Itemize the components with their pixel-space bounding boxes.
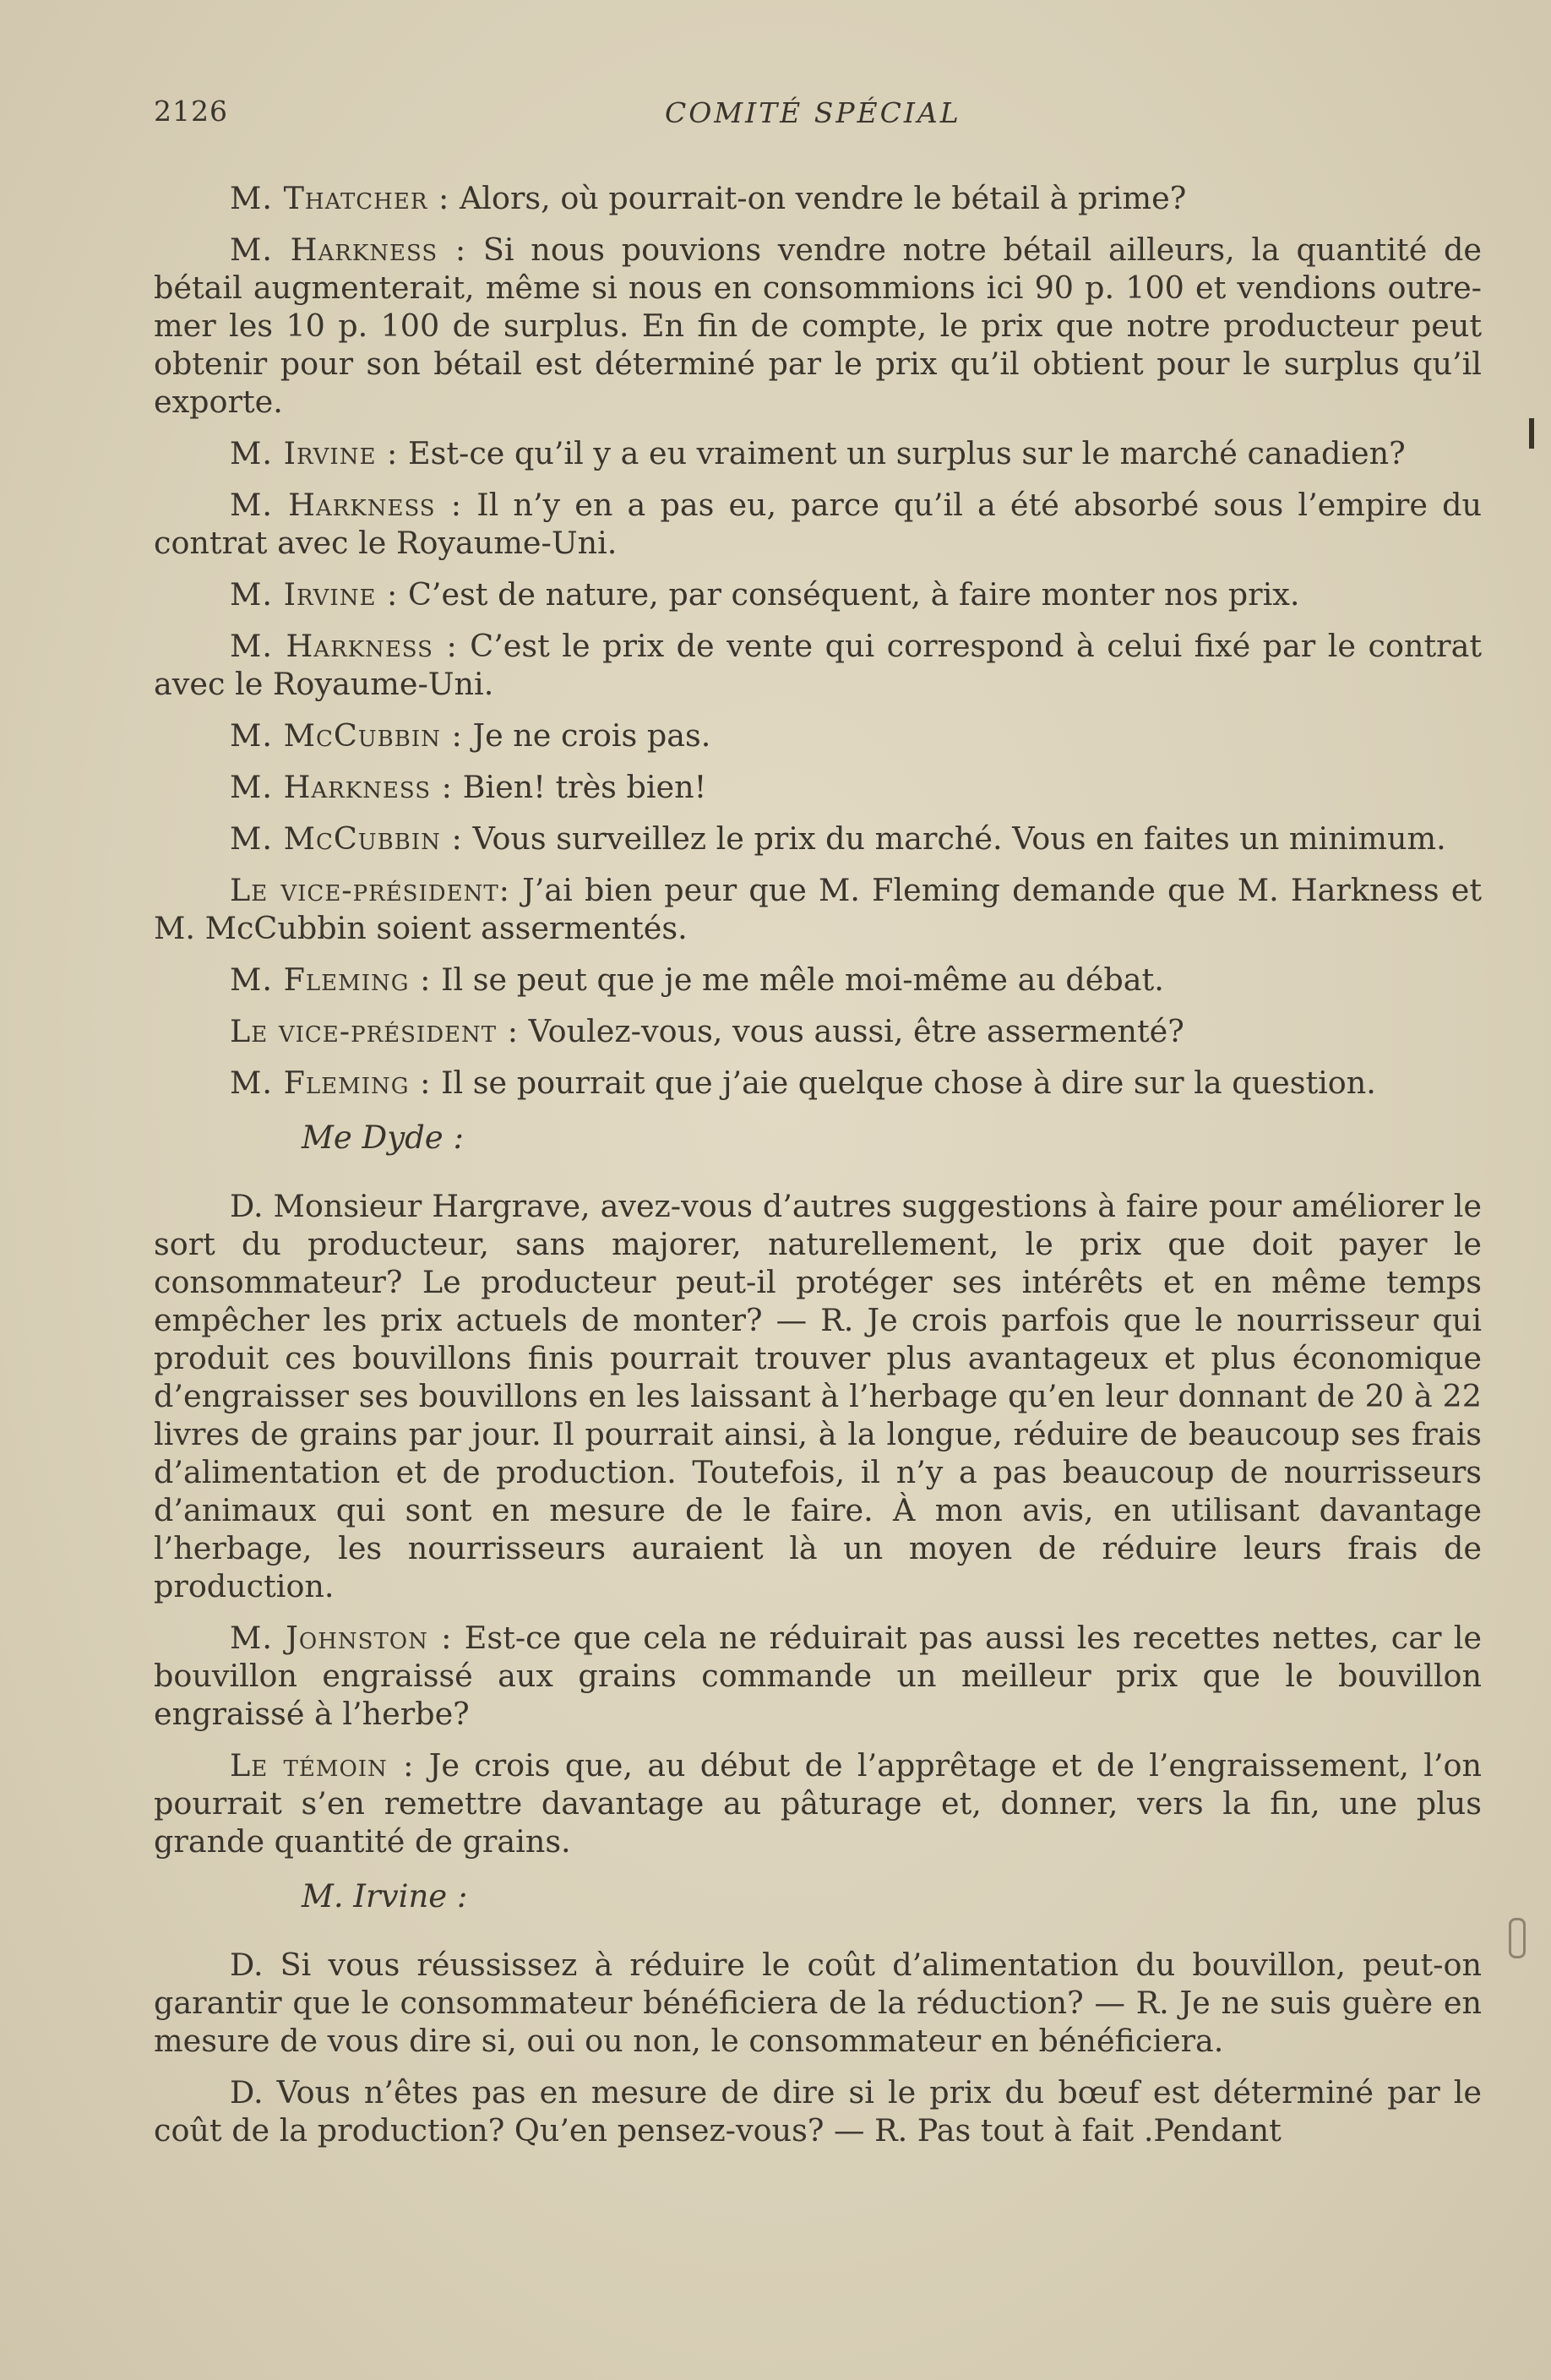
speaker-name: Le vice-président :	[230, 1013, 520, 1049]
paragraph-text: Si nous pouvions vendre notre bétail ailleurs, la quantité de bétail augmenterait, même si nous en consommions ici 90 p. 100 et vendions outre-mer les 10 p. 100 de surplus. En fin de compte, le prix que notre producteur peut obtenir pour son bétail est déterminé par le prix qu’il obtient pour le surplus qu’il exporte.	[154, 231, 1482, 420]
paragraph-text: Je ne crois pas.	[472, 717, 711, 754]
exchange-block-3	[154, 1946, 1482, 2149]
page-header	[154, 95, 1458, 137]
paragraph	[154, 627, 1482, 703]
paragraph-text: D. Vous n’êtes pas en mesure de dire si le prix du bœuf est déterminé par le coût de la production? Qu’en pensez-vous? — R. Pas tout à fait .Pendant	[154, 2074, 1482, 2149]
speaker-name: M. McCubbin :	[230, 820, 463, 857]
paragraph-text: C’est de nature, par conséquent, à faire monter nos prix.	[407, 576, 1300, 613]
speaker-name: M. Fleming :	[230, 1065, 432, 1101]
margin-mark	[1529, 418, 1534, 449]
paragraph	[154, 575, 1482, 613]
paragraph	[154, 1619, 1482, 1733]
paragraph	[154, 486, 1482, 562]
paragraph-text: D. Si vous réussissez à réduire le coût d’alimentation du bouvillon, peut-on garantir que le consommateur bénéficiera de la réduction? — R. Je ne suis guère en mesure de vous dire si, oui ou non, le consommateur en bénéficiera.	[154, 1947, 1482, 2059]
paragraph	[154, 179, 1482, 217]
paragraph-text: J’ai bien peur que M. Fleming demande que M. Harkness et M. McCubbin soient assermentés.	[154, 872, 1482, 946]
paragraph-text: D. Monsieur Hargrave, avez-vous d’autres suggestions à faire pour améliorer le sort du producteur, sans majorer, naturellement, le prix que doit payer le consommateur? Le producteur peut-il protéger ses intérêts et en même temps empêcher les prix actuels de monter? — R. Je crois parfois que le nourrisseur qui produit ces bouvillons finis pourrait trouver plus avantageux et plus économique d’engraisser ses bouvillons en les laissant à l’herbage qu’en leur donnant de 20 à 22 livres de grains par jour. Il pourrait ainsi, à la longue, réduire de beaucoup ses frais d’alimentation et de production. Toutefois, il n’y a pas beaucoup de nourrisseurs d’animaux qui sont en mesure de le faire. À mon avis, en utilisant davantage l’herbage, les nourrisseurs auraient là un moyen de réduire leurs frais de production.	[154, 1188, 1482, 1604]
paragraph-text: C’est le prix de vente qui correspond à celui fixé par le contrat avec le Royaume-Uni.	[154, 628, 1482, 702]
paragraph	[154, 716, 1482, 754]
speaker-name: Le témoin :	[230, 1747, 415, 1784]
speaker-name: M. Thatcher :	[230, 180, 450, 216]
paragraph-text: Est-ce que cela ne réduirait pas aussi les recettes nettes, car le bouvillon engraissé aux grains commande un meilleur prix que le bouvillon engraissé à l’herbe?	[154, 1620, 1483, 1732]
paragraph-text: Alors, où pourrait-on vendre le bétail à prime?	[459, 180, 1187, 216]
paragraph	[154, 961, 1482, 999]
paragraph	[154, 871, 1482, 947]
paragraph-text: Voulez-vous, vous aussi, être assermenté?	[528, 1013, 1184, 1049]
paragraph-text: Il se peut que je me mêle moi-même au débat.	[441, 961, 1164, 998]
speaker-name: M. McCubbin :	[230, 717, 463, 754]
paragraph-text: Vous surveillez le prix du marché. Vous en faites un minimum.	[472, 820, 1446, 857]
speaker-name: M. Irvine :	[230, 435, 399, 471]
page-body	[154, 179, 1482, 2163]
speaker-name: M. Harkness :	[230, 769, 453, 805]
paragraph-text: Est-ce qu’il y a eu vraiment un surplus sur le marché canadien?	[407, 435, 1406, 471]
paragraph	[154, 1012, 1482, 1050]
paragraph	[154, 1187, 1482, 1605]
speaker-name: M. Harkness :	[230, 231, 467, 268]
exchange-block-1	[154, 179, 1482, 1102]
paragraph	[154, 820, 1482, 858]
paragraph	[154, 1064, 1482, 1102]
speaker-name: M. Harkness :	[230, 487, 463, 523]
section-heading-irvine: M. Irvine :	[302, 1878, 468, 1914]
paragraph-text: Bien! très bien!	[462, 769, 707, 805]
exchange-block-2	[154, 1187, 1482, 1860]
speaker-name: Le vice-président:	[230, 872, 510, 908]
speaker-name: M. Johnston :	[230, 1620, 453, 1656]
margin-mark-ring	[1509, 1918, 1526, 1958]
section-heading-dyde: Me Dyde :	[302, 1119, 464, 1156]
speaker-name: M. Fleming :	[230, 961, 432, 998]
page-number: 2126	[154, 95, 228, 128]
paragraph-text: Je crois que, au début de l’apprêtage et de l’engraissement, l’on pourrait s’en remettre davantage au pâturage et, donner, vers la fin, une plus grande quantité de grains.	[154, 1747, 1483, 1860]
paragraph	[154, 434, 1482, 472]
running-title: COMITÉ SPÉCIAL	[665, 96, 961, 129]
paragraph	[154, 1746, 1482, 1860]
paragraph	[154, 2073, 1482, 2149]
speaker-name: M. Harkness :	[230, 628, 458, 664]
paragraph	[154, 768, 1482, 806]
paragraph-text: Il n’y en a pas eu, parce qu’il a été absorbé sous l’empire du contrat avec le Royaume-Uni.	[154, 487, 1482, 561]
paragraph	[154, 1946, 1482, 2060]
speaker-name: M. Irvine :	[230, 576, 399, 613]
paragraph-text: Il se pourrait que j’aie quelque chose à dire sur la question.	[441, 1065, 1376, 1101]
paragraph	[154, 231, 1482, 421]
